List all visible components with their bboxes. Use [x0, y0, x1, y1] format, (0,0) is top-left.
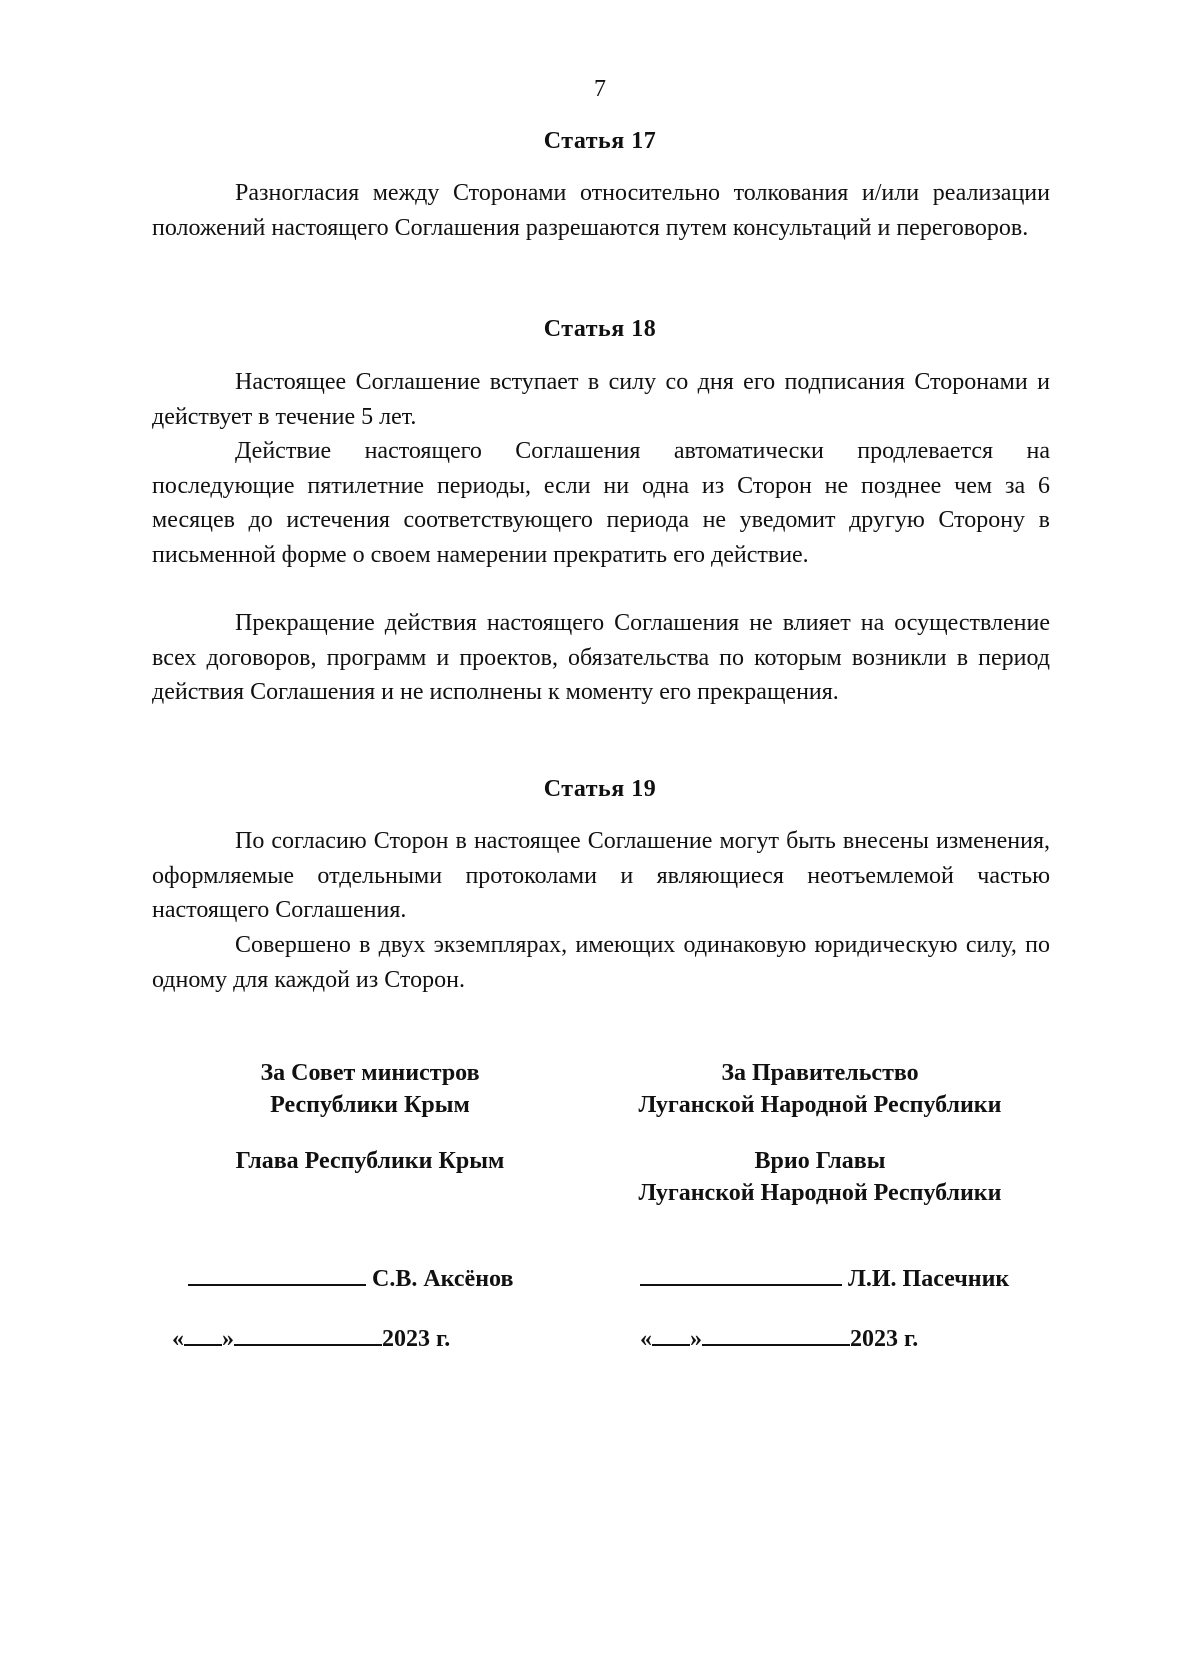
right-date-line [640, 1326, 918, 1353]
left-date-line [172, 1326, 450, 1353]
article-17-paragraph-1: Разногласия между Сторонами относительно толкования и/или реализации положений настоящего Соглашения разрешаются путем консультаций и переговоров. [152, 180, 1050, 241]
article-18-paragraph-3: Прекращение действия настоящего Соглашения не влияет на осуществление всех договоров, программ и проектов, обязательства по которым возникли в период действия Соглашения и не исполнены к моменту его прекращения. [152, 610, 1050, 705]
right-party-line-1: За Правительство [721, 1060, 919, 1086]
right-signature-line [640, 1266, 1009, 1293]
left-signatory-title: Глава Республики Крым [235, 1148, 505, 1174]
right-quote-open: « [640, 1326, 652, 1352]
article-18-heading: Статья 18 [543, 316, 657, 342]
right-signatory-title-block [600, 1145, 1040, 1209]
right-day-blank [652, 1344, 690, 1346]
left-signature-blank [188, 1284, 366, 1286]
right-signature-blank [640, 1284, 842, 1286]
article-17-heading: Статья 17 [543, 128, 657, 154]
right-year: 2023 г. [850, 1326, 919, 1352]
left-signatory-name: С.В. Аксёнов [372, 1266, 514, 1292]
article-18-paragraph-1: Настоящее Соглашение вступает в силу со дня его подписания Сторонами и действует в течение 5 лет. [152, 369, 1050, 430]
article-19-paragraph-2: Совершено в двух экземплярах, имеющих одинаковую юридическую силу, по одному для каждой из Сторон. [152, 932, 1050, 993]
left-quote-open: « [172, 1326, 184, 1352]
right-signatory-name: Л.И. Пасечник [848, 1266, 1010, 1292]
article-19-heading: Статья 19 [543, 776, 657, 802]
left-party-line-2: Республики Крым [270, 1092, 470, 1118]
right-signatory-title-line-2: Луганской Народной Республики [638, 1180, 1002, 1206]
right-quote-close: » [690, 1326, 702, 1352]
right-month-blank [702, 1344, 850, 1346]
page-number: 7 [594, 76, 606, 102]
right-signatory-title-line-1: Врио Главы [754, 1148, 886, 1174]
left-month-blank [234, 1344, 382, 1346]
article-18-paragraph-2: Действие настоящего Соглашения автоматически продлевается на последующие пятилетние периоды, если ни одна из Сторон не позднее чем за 6 месяцев до истечения соответствующего периода не уведомит другую Сторону в письменной форме о своем намерении прекратить его действие. [152, 438, 1050, 568]
right-party-line-2: Луганской Народной Республики [638, 1092, 1002, 1118]
right-party-block [600, 1057, 1040, 1121]
left-year: 2023 г. [382, 1326, 451, 1352]
left-signature-line [188, 1266, 513, 1293]
article-19-paragraph-1: По согласию Сторон в настоящее Соглашение могут быть внесены изменения, оформляемые отдельными протоколами и являющиеся неотъемлемой частью настоящего Соглашения. [152, 828, 1050, 923]
left-day-blank [184, 1344, 222, 1346]
left-party-block [190, 1057, 550, 1121]
left-quote-close: » [222, 1326, 234, 1352]
left-party-line-1: За Совет министров [260, 1060, 480, 1086]
